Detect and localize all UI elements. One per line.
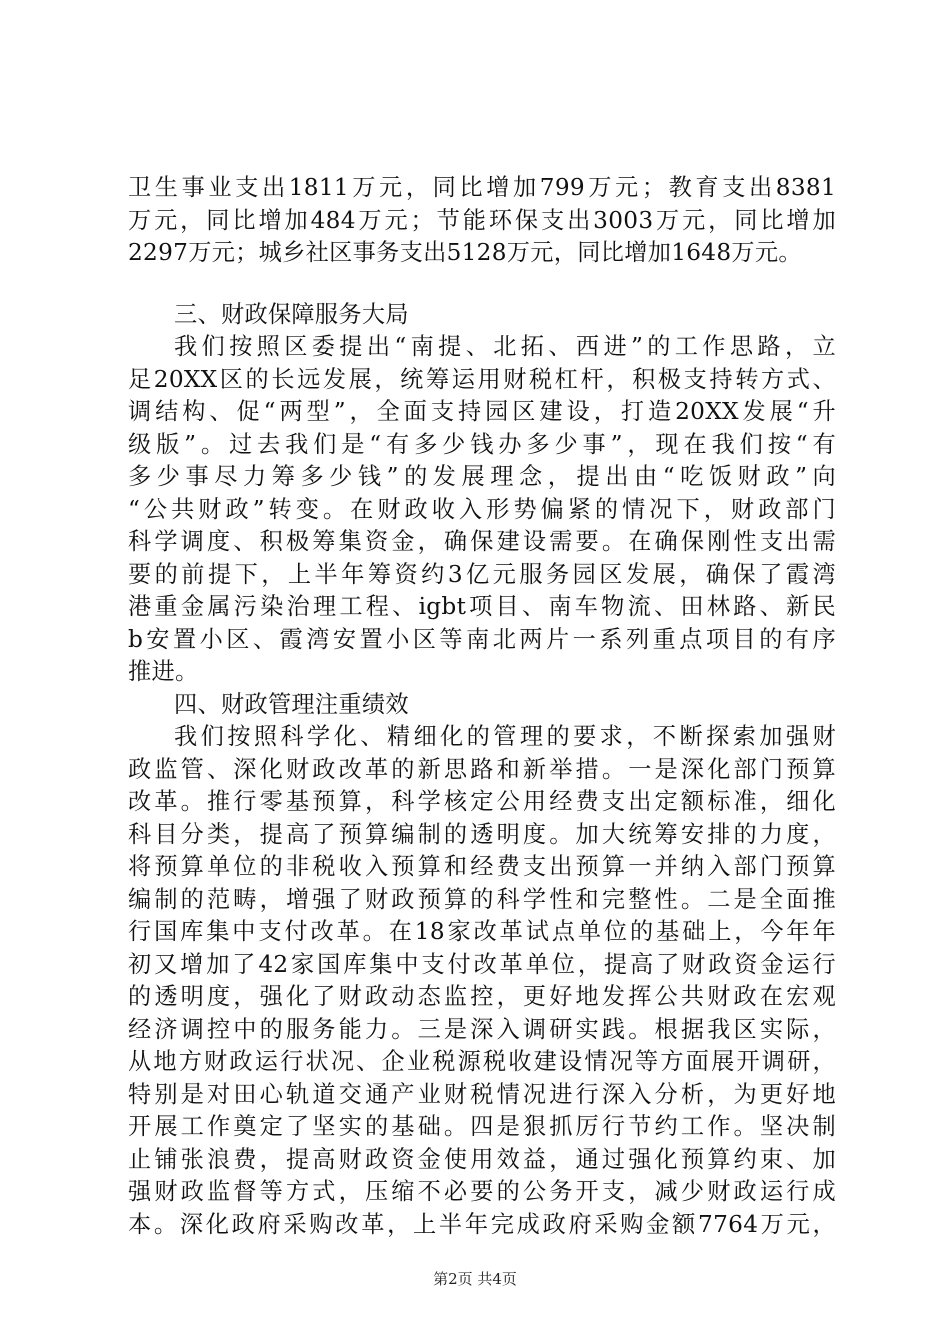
section-4 bbox=[128, 689, 836, 1242]
text-line: 足20XX区的长远发展，统筹运用财税杠杆，积极支持转方式、 bbox=[128, 365, 836, 393]
text-line: 我们按照科学化、精细化的管理的要求，不断探索加强财 bbox=[174, 723, 836, 750]
text-line: b安置小区、霞湾安置小区等南北两片一系列重点项目的有序 bbox=[128, 625, 836, 653]
text-line: 经济调控中的服务能力。三是深入调研实践。根据我区实际， bbox=[128, 1015, 836, 1043]
text-line: 开展工作奠定了坚实的基础。四是狠抓厉行节约工作。坚决制 bbox=[128, 1113, 836, 1140]
text-line: 行国库集中支付改革。在18家改革试点单位的基础上，今年年 bbox=[128, 918, 836, 945]
text-line: 2297万元；城乡社区事务支出5128万元，同比增加1648万元。 bbox=[128, 239, 802, 266]
text-line: “公共财政”转变。在财政收入形势偏紧的情况下，财政部门 bbox=[128, 495, 836, 523]
text-line: 科目分类，提高了预算编制的透明度。加大统筹安排的力度， bbox=[128, 820, 836, 848]
text-line: 强财政监督等方式，压缩不必要的公务开支，减少财政运行成 bbox=[128, 1178, 836, 1205]
section-heading: 三、财政保障服务大局 bbox=[174, 300, 409, 328]
text-line: 科学调度、积极筹集资金，确保建设需要。在确保刚性支出需 bbox=[128, 528, 836, 555]
text-line: 推进。 bbox=[128, 658, 199, 685]
text-line: 将预算单位的非税收入预算和经费支出预算一并纳入部门预算 bbox=[128, 853, 836, 880]
text-line: 特别是对田心轨道交通产业财税情况进行深入分析，为更好地 bbox=[128, 1080, 836, 1108]
text-line: 编制的范畴，增强了财政预算的科学性和完整性。二是全面推 bbox=[128, 885, 836, 913]
text-line: 改革。推行零基预算，科学核定公用经费支出定额标准，细化 bbox=[128, 788, 836, 815]
section-heading: 四、财政管理注重绩效 bbox=[174, 690, 409, 718]
text-line: 万元，同比增加484万元；节能环保支出3003万元，同比增加 bbox=[128, 206, 836, 234]
text-line: 本。深化政府采购改革，上半年完成政府采购金额7764万元， bbox=[128, 1210, 836, 1238]
text-line: 初又增加了42家国库集中支付改革单位，提高了财政资金运行 bbox=[128, 950, 836, 978]
text-line: 我们按照区委提出“南提、北拓、西进”的工作思路，立 bbox=[174, 333, 836, 360]
text-line: 止铺张浪费，提高财政资金使用效益，通过强化预算约束、加 bbox=[128, 1145, 836, 1173]
text-line: 的透明度，强化了财政动态监控，更好地发挥公共财政在宏观 bbox=[128, 983, 836, 1010]
text-line: 要的前提下，上半年筹资约3亿元服务园区发展，确保了霞湾 bbox=[128, 560, 836, 588]
text-line: 港重金属污染治理工程、igbt项目、南车物流、田林路、新民 bbox=[128, 593, 836, 620]
page-number-footer: 第2页 共4页 bbox=[433, 1270, 517, 1288]
text-line: 调结构、促“两型”，全面支持园区建设，打造20XX发展“升 bbox=[128, 398, 836, 425]
paragraph-expenditure-summary bbox=[128, 172, 836, 270]
text-line: 从地方财政运行状况、企业税源税收建设情况等方面展开调研， bbox=[128, 1048, 836, 1075]
text-line: 级版”。过去我们是“有多少钱办多少事”，现在我们按“有 bbox=[128, 430, 836, 458]
text-line: 政监管、深化财政改革的新思路和新举措。一是深化部门预算 bbox=[128, 755, 836, 783]
text-line: 卫生事业支出1811万元，同比增加799万元；教育支出8381 bbox=[128, 174, 836, 201]
text-line: 多少事尽力筹多少钱”的发展理念，提出由“吃饭财政”向 bbox=[128, 463, 836, 490]
section-3 bbox=[128, 299, 836, 689]
document-body bbox=[128, 172, 836, 1241]
paragraph-spacer bbox=[128, 270, 836, 299]
